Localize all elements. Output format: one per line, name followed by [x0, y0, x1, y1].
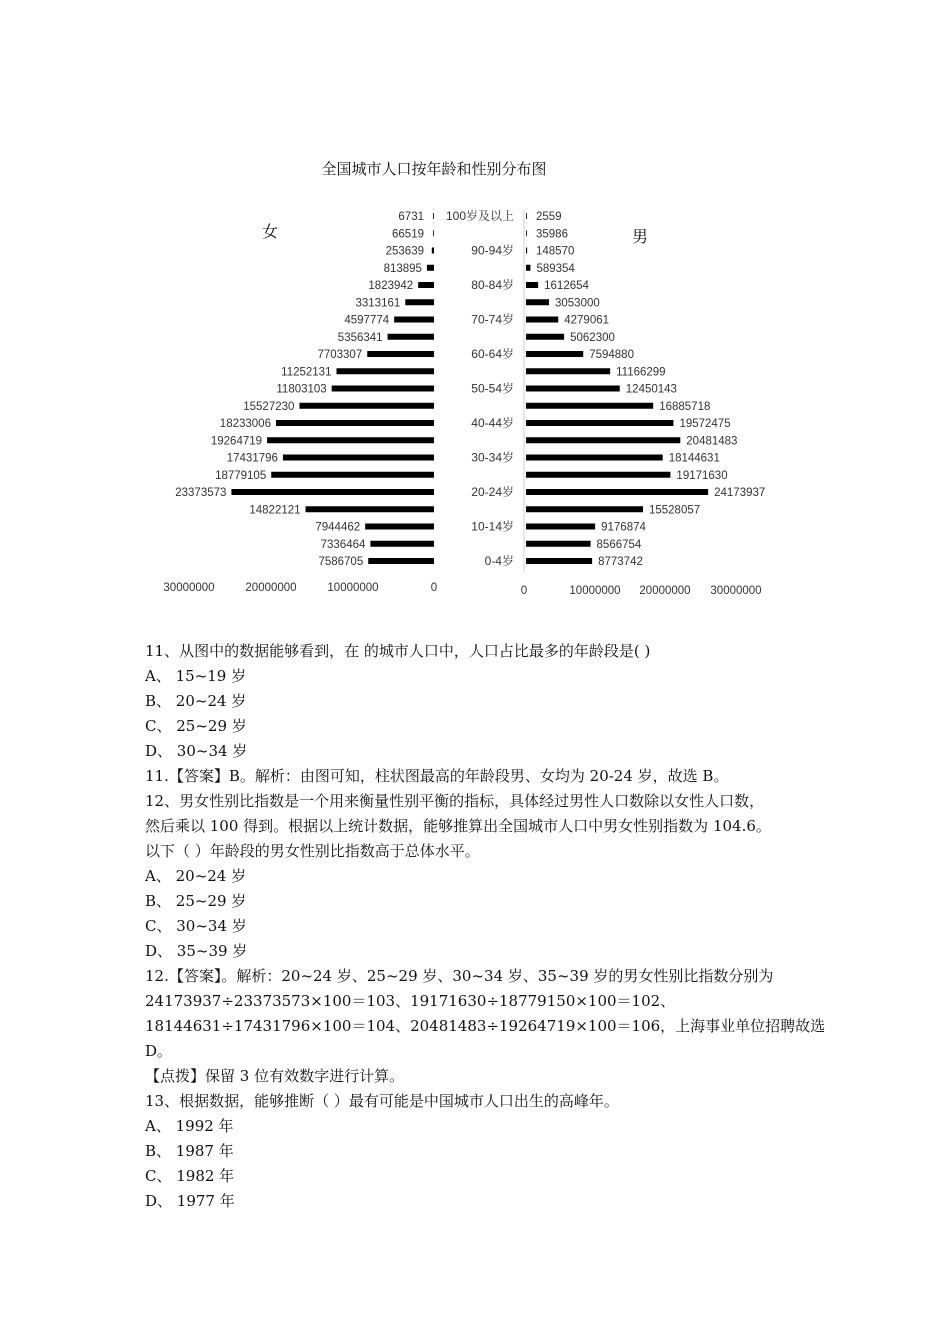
male-value-label: 8566754: [596, 538, 642, 551]
female-value-label: 7944462: [315, 521, 361, 534]
left-axis-tick: 0: [430, 582, 438, 594]
text-line: B、 1987 年: [145, 1142, 234, 1160]
age-group-label: 0-4岁: [484, 554, 514, 568]
age-group-label: 70-74岁: [471, 312, 514, 327]
female-value-label: 23373573: [175, 487, 227, 499]
female-value-label: 18779105: [215, 469, 267, 482]
male-value-label: 35986: [536, 228, 568, 241]
male-value-label: 589354: [536, 262, 575, 275]
age-group-label: 60-64岁: [471, 347, 514, 361]
female-value-label: 813895: [383, 262, 422, 275]
chart-title: 全国城市人口按年龄和性别分布图: [321, 161, 547, 178]
male-bar: [526, 248, 527, 254]
female-value-label: 4597774: [344, 314, 390, 327]
male-bar: [526, 368, 610, 374]
right-axis-tick: 20000000: [639, 585, 691, 597]
male-bar: [526, 265, 530, 271]
male-value-label: 15528057: [648, 504, 701, 517]
female-value-label: 5356341: [337, 331, 383, 344]
female-bar: [365, 524, 434, 530]
male-bar: [526, 213, 527, 219]
male-bar: [526, 403, 653, 409]
text-line: 12、男女性别比指数是一个用来衡量性别平衡的指标，具体经过男性人口数除以女性人口数，: [145, 792, 765, 810]
male-value-label: 2559: [536, 211, 562, 223]
female-bar: [433, 213, 434, 219]
male-bar: [526, 506, 643, 512]
text-line: 11.【答案】B。解析：由图可知，柱状图最高的年龄段男、女均为 20-24 岁，故选 B。: [145, 767, 729, 785]
male-bar: [526, 317, 558, 323]
text-line: 然后乘以 100 得到。根据以上统计数据，能够推算出全国城市人口中男女性别指数为 104.6。: [145, 817, 771, 835]
male-bar: [526, 282, 538, 288]
age-group-label: 50-54岁: [471, 381, 514, 396]
female-bar: [336, 368, 434, 374]
male-value-label: 19171630: [676, 469, 728, 482]
male-bar: [526, 558, 592, 564]
population-pyramid-chart: [0, 0, 950, 620]
male-bar: [526, 420, 673, 426]
male-value-label: 3053000: [554, 297, 600, 310]
female-bar: [405, 299, 434, 305]
right-axis-tick: 10000000: [569, 585, 621, 597]
age-group-label: 90-94岁: [471, 243, 514, 258]
female-value-label: 7336464: [320, 538, 366, 551]
text-line: C、 1982 年: [145, 1167, 235, 1185]
male-bar: [526, 437, 680, 443]
male-value-label: 4279061: [564, 314, 610, 327]
male-value-label: 16885718: [659, 400, 711, 413]
male-value-label: 148570: [536, 245, 575, 258]
text-line: D、 1977 年: [145, 1192, 235, 1210]
female-value-label: 11803103: [276, 383, 327, 396]
male-value-label: 8773742: [598, 556, 643, 568]
female-value-label: 11252131: [281, 366, 332, 379]
female-bar: [231, 489, 434, 495]
male-bar: [526, 386, 620, 392]
text-line: D。: [145, 1042, 173, 1060]
text-line: A、 20~24 岁: [145, 867, 247, 885]
left-axis-tick: 10000000: [327, 582, 379, 594]
male-value-label: 7594880: [589, 349, 634, 361]
text-line: A、 1992 年: [145, 1117, 234, 1135]
male-value-label: 12450143: [625, 383, 677, 396]
female-value-label: 19264719: [210, 435, 263, 448]
text-line: D、 35~39 岁: [145, 942, 248, 960]
female-value-label: 253639: [385, 245, 424, 258]
female-bar: [276, 420, 434, 426]
female-bar: [299, 403, 434, 409]
male-bar: [526, 489, 708, 495]
male-value-label: 5062300: [570, 331, 615, 344]
male-bar: [526, 351, 583, 357]
age-group-label: 20-24岁: [471, 485, 514, 499]
female-value-label: 3313161: [355, 297, 401, 310]
male-label: 男: [631, 229, 649, 246]
text-line: 【点拨】保留 3 位有效数字进行计算。: [145, 1067, 405, 1085]
age-group-label: 40-44岁: [471, 416, 514, 430]
female-bar: [367, 351, 434, 357]
age-group-label: 30-34岁: [471, 450, 514, 465]
male-value-label: 1612654: [544, 280, 589, 292]
text-line: 11、从图中的数据能够看到，在 的城市人口中，人口占比最多的年龄段是( ): [145, 642, 651, 660]
right-axis-tick: 30000000: [710, 585, 762, 597]
female-value-label: 1823942: [368, 280, 414, 292]
female-bar: [432, 248, 434, 254]
male-value-label: 9176874: [601, 521, 646, 534]
female-value-label: 66519: [392, 228, 424, 241]
female-bar: [271, 472, 434, 478]
text-line: B、 20~24 岁: [145, 692, 247, 710]
female-label: 女: [261, 224, 279, 241]
female-value-label: 14822121: [249, 504, 301, 517]
female-bar: [388, 334, 434, 340]
left-axis-tick: 20000000: [245, 582, 297, 594]
female-bar: [427, 265, 434, 271]
female-value-label: 7586705: [318, 556, 364, 568]
right-axis-tick: 0: [520, 585, 528, 597]
male-value-label: 24173937: [714, 487, 766, 499]
male-value-label: 19572475: [679, 418, 731, 430]
text-line: 13、根据数据，能够推断（ ）最有可能是中国城市人口出生的高峰年。: [145, 1092, 619, 1110]
age-group-label: 100岁及以上: [445, 209, 514, 223]
male-bar: [526, 299, 549, 305]
female-bar: [418, 282, 434, 288]
age-group-label: 80-84岁: [471, 278, 514, 292]
female-value-label: 18233006: [219, 418, 271, 430]
male-value-label: 11166299: [616, 366, 666, 379]
male-bar: [526, 524, 595, 530]
male-bar: [526, 541, 591, 547]
text-line: 24173937÷23373573×100＝103、19171630÷18779150×100＝102、: [145, 992, 676, 1010]
female-bar: [283, 455, 434, 461]
male-bar: [526, 334, 564, 340]
female-bar: [394, 317, 434, 323]
male-bar: [526, 455, 663, 461]
female-bar: [370, 541, 434, 547]
female-bar: [267, 437, 434, 443]
age-group-label: 10-14岁: [471, 519, 514, 534]
male-bar: [526, 472, 670, 478]
text-line: 12.【答案】。解析：20~24 岁、25~29 岁、30~34 岁、35~39 岁的男女性别比指数分别为: [145, 967, 774, 985]
male-value-label: 20481483: [686, 435, 738, 448]
female-value-label: 15527230: [243, 400, 295, 413]
left-axis-tick: 30000000: [163, 582, 215, 594]
female-bar: [332, 386, 434, 392]
text-line: D、 30~34 岁: [145, 742, 248, 760]
female-bar: [433, 230, 434, 236]
female-bar: [306, 506, 434, 512]
text-line: C、 25~29 岁: [145, 717, 247, 735]
female-value-label: 7703307: [317, 349, 363, 361]
female-value-label: 6731: [398, 211, 424, 223]
male-value-label: 18144631: [668, 452, 720, 465]
female-bar: [368, 558, 434, 564]
text-line: C、 30~34 岁: [145, 917, 247, 935]
female-value-label: 17431796: [226, 452, 278, 465]
text-line: 18144631÷17431796×100＝104、20481483÷19264719×100＝106，上海事业单位招聘故选: [145, 1017, 826, 1035]
text-line: B、 25~29 岁: [145, 892, 247, 910]
male-bar: [526, 230, 527, 236]
text-line: A、 15~19 岁: [145, 667, 247, 685]
text-line: 以下（ ）年龄段的男女性别比指数高于总体水平。: [145, 842, 480, 860]
